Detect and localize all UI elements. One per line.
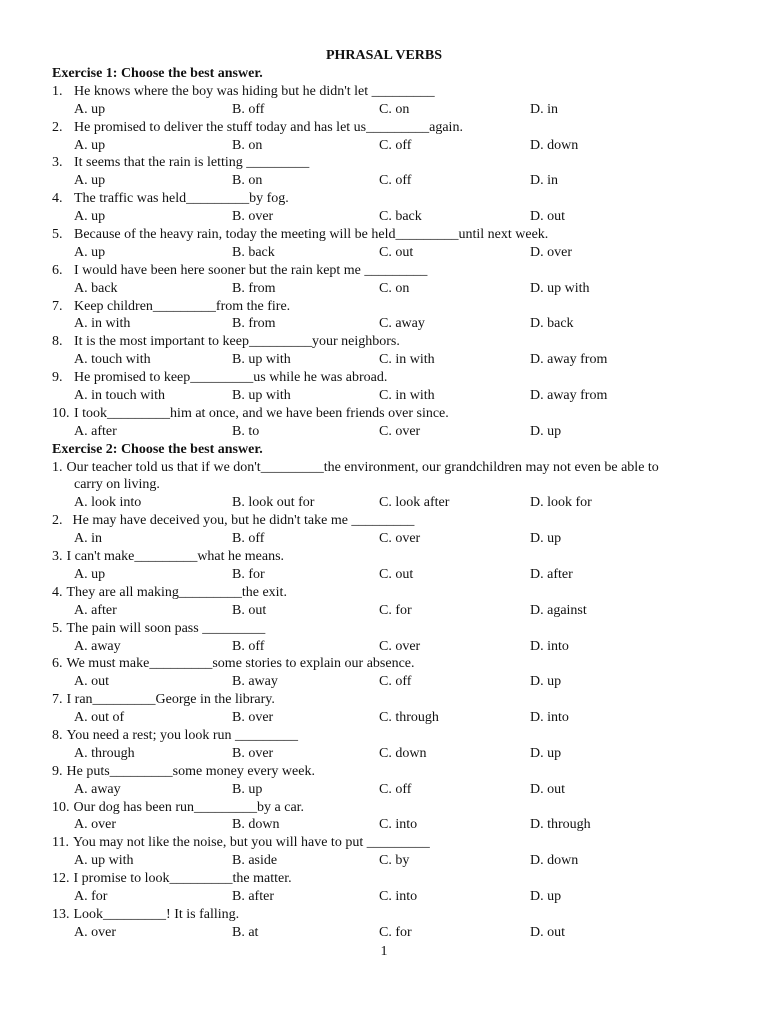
options-row — [52, 602, 732, 620]
exercise-2-heading: Exercise 2: Choose the best answer. — [52, 441, 263, 457]
option-d[interactable]: D. look for — [530, 495, 592, 511]
question-number: 6. — [52, 262, 63, 278]
option-d[interactable]: D. out — [530, 781, 565, 797]
option-a[interactable]: A. up — [74, 566, 106, 582]
option-b[interactable]: B. to — [232, 423, 260, 439]
option-b[interactable]: B. at — [232, 924, 259, 940]
question-number: 1. — [52, 83, 63, 99]
option-c[interactable]: C. off — [379, 173, 412, 189]
option-d[interactable]: D. up — [530, 674, 562, 690]
question-number: 11. — [52, 835, 69, 851]
question-number: 3. — [52, 549, 63, 565]
option-b[interactable]: B. up — [232, 781, 263, 797]
question-text: He promised to deliver the stuff today and has let us_________again. — [74, 119, 463, 135]
question-text: He knows where the boy was hiding but he didn't let _________ — [74, 83, 435, 99]
question-text: Our dog has been run_________by a car. — [73, 799, 305, 815]
question-number: 10. — [52, 405, 70, 421]
options-row — [52, 888, 732, 906]
question-text-continued: carry on living. — [74, 477, 160, 493]
options-row — [52, 816, 732, 834]
question-line — [52, 262, 732, 280]
option-d[interactable]: D. up — [530, 888, 562, 904]
page-title: PHRASAL VERBS — [325, 48, 443, 63]
option-c[interactable]: C. into — [379, 817, 418, 833]
option-a[interactable]: A. back — [74, 280, 118, 296]
option-c[interactable]: C. over — [379, 423, 421, 439]
question-number: 1. — [52, 459, 63, 475]
option-b[interactable]: B. for — [232, 566, 265, 582]
option-d[interactable]: D. away from — [530, 388, 608, 404]
question-text: I would have been here sooner but the rain kept me _________ — [74, 262, 428, 278]
question-number: 13. — [52, 906, 70, 922]
options-row — [52, 387, 732, 405]
question-number: 12. — [52, 871, 70, 887]
question-number: 6. — [52, 656, 63, 672]
option-d[interactable]: D. into — [530, 638, 569, 654]
option-b[interactable]: B. out — [232, 602, 267, 618]
option-c[interactable]: C. over — [379, 531, 421, 547]
question-line — [52, 906, 732, 924]
option-a[interactable]: A. over — [74, 817, 116, 833]
option-a[interactable]: A. up — [74, 101, 106, 117]
option-d[interactable]: D. in — [530, 173, 558, 189]
option-d[interactable]: D. out — [530, 924, 565, 940]
question-text: Because of the heavy rain, today the meeting will be held_________until next week. — [74, 227, 549, 243]
question-line — [52, 333, 732, 351]
question-text: He may have deceived you, but he didn't take me _________ — [72, 513, 415, 529]
question-text: You may not like the noise, but you will have to put _________ — [72, 835, 430, 851]
option-b[interactable]: B. after — [232, 888, 274, 904]
options-row — [52, 852, 732, 870]
option-a[interactable]: A. for — [74, 888, 108, 904]
question-line — [52, 870, 732, 888]
question-text: I can't make_________what he means. — [66, 549, 285, 565]
options-row — [52, 530, 732, 548]
options-row — [52, 208, 732, 226]
options-row — [52, 566, 732, 584]
question-line — [52, 226, 732, 244]
option-b[interactable]: B. on — [232, 137, 263, 153]
option-d[interactable]: D. after — [530, 566, 573, 582]
question-line — [52, 119, 732, 137]
question-number: 3. — [52, 155, 63, 171]
options-row — [52, 709, 732, 727]
question-text: You need a rest; you look run _________ — [66, 727, 299, 743]
options-row — [52, 494, 732, 512]
option-a[interactable]: A. in touch with — [74, 388, 165, 404]
option-d[interactable]: D. against — [530, 602, 587, 618]
options-row — [52, 244, 732, 262]
option-d[interactable]: D. up — [530, 745, 562, 761]
option-c[interactable]: C. for — [379, 924, 412, 940]
options-row — [52, 924, 732, 942]
option-c[interactable]: C. on — [379, 101, 410, 117]
option-d[interactable]: D. out — [530, 209, 565, 225]
question-line — [52, 190, 732, 208]
question-text: It is the most important to keep_________your neighbors. — [74, 334, 400, 350]
option-d[interactable]: D. up with — [530, 280, 590, 296]
option-a[interactable]: A. after — [74, 602, 117, 618]
option-a[interactable]: A. over — [74, 924, 116, 940]
question-number: 7. — [52, 298, 63, 314]
option-a[interactable]: A. through — [74, 745, 135, 761]
option-d[interactable]: D. over — [530, 244, 572, 260]
exercise-1-heading: Exercise 1: Choose the best answer. — [52, 66, 263, 81]
exercise-content — [52, 65, 732, 942]
options-row — [52, 745, 732, 763]
option-b[interactable]: B. off — [232, 531, 265, 547]
option-b[interactable]: B. look out for — [232, 495, 315, 511]
question-line — [52, 727, 732, 745]
option-a[interactable]: A. up — [74, 137, 106, 153]
option-b[interactable]: B. off — [232, 101, 265, 117]
option-c[interactable]: C. back — [379, 209, 422, 225]
question-line — [52, 298, 732, 316]
option-a[interactable]: A. up with — [74, 853, 134, 869]
question-number: 8. — [52, 727, 63, 743]
option-b[interactable]: B. from — [232, 316, 276, 332]
question-line — [52, 655, 732, 673]
question-line — [52, 154, 732, 172]
option-a[interactable]: A. up — [74, 244, 106, 260]
option-c[interactable]: C. in with — [379, 352, 435, 368]
option-c[interactable]: C. in with — [379, 388, 435, 404]
question-text: I ran_________George in the library. — [66, 692, 275, 708]
option-a[interactable]: A. after — [74, 423, 117, 439]
option-c[interactable]: C. down — [379, 745, 427, 761]
question-number: 5. — [52, 620, 63, 636]
question-line — [52, 405, 732, 423]
option-a[interactable]: A. away — [74, 781, 121, 797]
option-b[interactable]: B. over — [232, 209, 274, 225]
option-c[interactable]: C. out — [379, 244, 414, 260]
question-number: 5. — [52, 227, 63, 243]
option-d[interactable]: D. in — [530, 101, 558, 117]
question-number: 2. — [52, 513, 63, 529]
question-text: He promised to keep_________us while he was abroad. — [74, 370, 388, 386]
option-b[interactable]: B. over — [232, 745, 274, 761]
option-c[interactable]: C. off — [379, 674, 412, 690]
option-b[interactable]: B. aside — [232, 853, 278, 869]
option-d[interactable]: D. up — [530, 423, 562, 439]
options-row — [52, 781, 732, 799]
option-b[interactable]: B. away — [232, 674, 278, 690]
option-a[interactable]: A. in — [74, 531, 102, 547]
options-row — [52, 673, 732, 691]
option-c[interactable]: C. off — [379, 781, 412, 797]
option-c[interactable]: C. into — [379, 888, 418, 904]
option-c[interactable]: C. on — [379, 280, 410, 296]
option-d[interactable]: D. through — [530, 817, 591, 833]
question-text: I took_________him at once, and we have been friends over since. — [74, 405, 449, 421]
question-number: 9. — [52, 763, 63, 779]
question-number: 10. — [52, 799, 70, 815]
option-a[interactable]: A. touch with — [74, 352, 151, 368]
options-row — [52, 351, 732, 369]
option-c[interactable]: C. over — [379, 638, 421, 654]
option-d[interactable]: D. into — [530, 710, 569, 726]
question-line — [52, 512, 732, 530]
question-line — [52, 584, 732, 602]
option-b[interactable]: B. back — [232, 244, 275, 260]
question-line — [52, 834, 732, 852]
question-line — [52, 369, 732, 387]
option-b[interactable]: B. up with — [232, 388, 291, 404]
question-line — [52, 763, 732, 781]
option-c[interactable]: C. off — [379, 137, 412, 153]
option-d[interactable]: D. down — [530, 853, 579, 869]
option-a[interactable]: A. out — [74, 674, 109, 690]
question-number: 7. — [52, 692, 63, 708]
question-line — [52, 691, 732, 709]
question-text: Our teacher told us that if we don't_________the environment, our grandchildren may not even be able to — [66, 459, 659, 475]
option-b[interactable]: B. from — [232, 280, 276, 296]
question-line — [52, 459, 732, 477]
question-text: I promise to look_________the matter. — [73, 871, 292, 887]
option-a[interactable]: A. in with — [74, 316, 131, 332]
option-d[interactable]: D. away from — [530, 352, 608, 368]
option-c[interactable]: C. look after — [379, 495, 450, 511]
question-text: They are all making_________the exit. — [66, 584, 287, 600]
question-text: The pain will soon pass _________ — [66, 620, 266, 636]
option-d[interactable]: D. back — [530, 316, 574, 332]
question-text: He puts_________some money every week. — [66, 763, 315, 779]
question-text: It seems that the rain is letting _________ — [74, 155, 310, 171]
option-b[interactable]: B. off — [232, 638, 265, 654]
question-line — [52, 83, 732, 101]
exercise-1-questions — [52, 83, 732, 441]
question-text: Look_________! It is falling. — [73, 906, 240, 922]
question-number: 8. — [52, 334, 63, 350]
option-c[interactable]: C. by — [379, 853, 410, 869]
option-b[interactable]: B. on — [232, 173, 263, 189]
question-line — [52, 548, 732, 566]
option-d[interactable]: D. down — [530, 137, 579, 153]
question-line — [52, 620, 732, 638]
options-row — [52, 101, 732, 119]
option-b[interactable]: B. down — [232, 817, 280, 833]
option-a[interactable]: A. up — [74, 173, 106, 189]
options-row — [52, 280, 732, 298]
option-c[interactable]: C. away — [379, 316, 425, 332]
option-c[interactable]: C. out — [379, 566, 414, 582]
options-row — [52, 172, 732, 190]
option-d[interactable]: D. up — [530, 531, 562, 547]
question-line — [52, 799, 732, 817]
option-c[interactable]: C. through — [379, 710, 439, 726]
exercise-2-questions — [52, 459, 732, 942]
question-number: 4. — [52, 191, 63, 207]
page-number: 1 — [380, 944, 388, 959]
option-a[interactable]: A. look into — [74, 495, 142, 511]
options-row — [52, 638, 732, 656]
question-number: 9. — [52, 370, 63, 386]
options-row — [52, 315, 732, 333]
question-number: 4. — [52, 584, 63, 600]
question-text: The traffic was held_________by fog. — [74, 191, 289, 207]
option-b[interactable]: B. over — [232, 710, 274, 726]
option-a[interactable]: A. out of — [74, 710, 125, 726]
question-number: 2. — [52, 119, 63, 135]
option-b[interactable]: B. up with — [232, 352, 291, 368]
question-text: We must make_________some stories to explain our absence. — [66, 656, 415, 672]
options-row — [52, 423, 732, 441]
option-a[interactable]: A. away — [74, 638, 121, 654]
option-a[interactable]: A. up — [74, 209, 106, 225]
question-text: Keep children_________from the fire. — [74, 298, 291, 314]
option-c[interactable]: C. for — [379, 602, 412, 618]
options-row — [52, 137, 732, 155]
